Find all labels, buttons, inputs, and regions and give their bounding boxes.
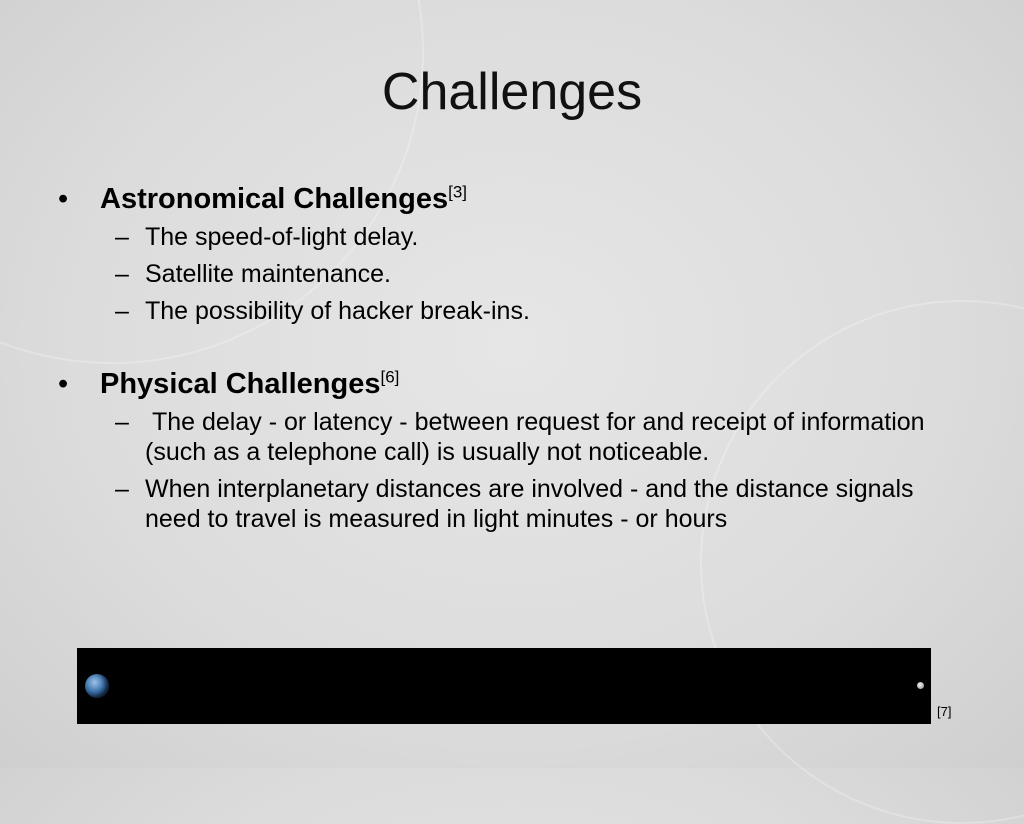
reference-marker: [6]: [380, 367, 400, 387]
section-heading-physical: [58, 365, 958, 403]
sub-list: [58, 222, 958, 326]
list-item: [58, 407, 958, 467]
list-item-text: The possibility of hacker break-ins.: [145, 297, 530, 325]
list-item-text: When interplanetary distances are involved - and the distance signals need to travel is measured in light minutes - or hours: [145, 475, 914, 533]
list-item-text: The delay - or latency - between request for and receipt of information (such as a telephone call) is usually not noticeable.: [145, 408, 932, 466]
section-heading-astronomical: [58, 180, 958, 218]
earth-icon: [85, 674, 109, 698]
moon-icon: [917, 682, 924, 689]
bullet: •: [58, 368, 69, 400]
earth-moon-image: [77, 648, 931, 724]
image-citation: [7]: [937, 704, 952, 719]
sub-bullet: –: [115, 223, 129, 251]
section-heading-text: Astronomical Challenges: [100, 183, 449, 215]
slide-content: [58, 180, 958, 541]
list-item: [58, 222, 958, 252]
sub-bullet: –: [115, 408, 129, 436]
sub-bullet: –: [115, 475, 129, 503]
bullet: •: [58, 183, 69, 215]
sub-list: [58, 407, 958, 534]
list-item: [58, 259, 958, 289]
section-heading-text: Physical Challenges: [100, 368, 381, 400]
slide-title: Challenges: [381, 63, 643, 121]
list-item: [58, 474, 958, 534]
sub-bullet: –: [115, 260, 129, 288]
sub-bullet: –: [115, 297, 129, 325]
reference-marker: [3]: [448, 182, 467, 202]
list-item-text: Satellite maintenance.: [145, 260, 391, 288]
list-item: [58, 296, 958, 326]
list-item-text: The speed-of-light delay.: [145, 223, 419, 251]
